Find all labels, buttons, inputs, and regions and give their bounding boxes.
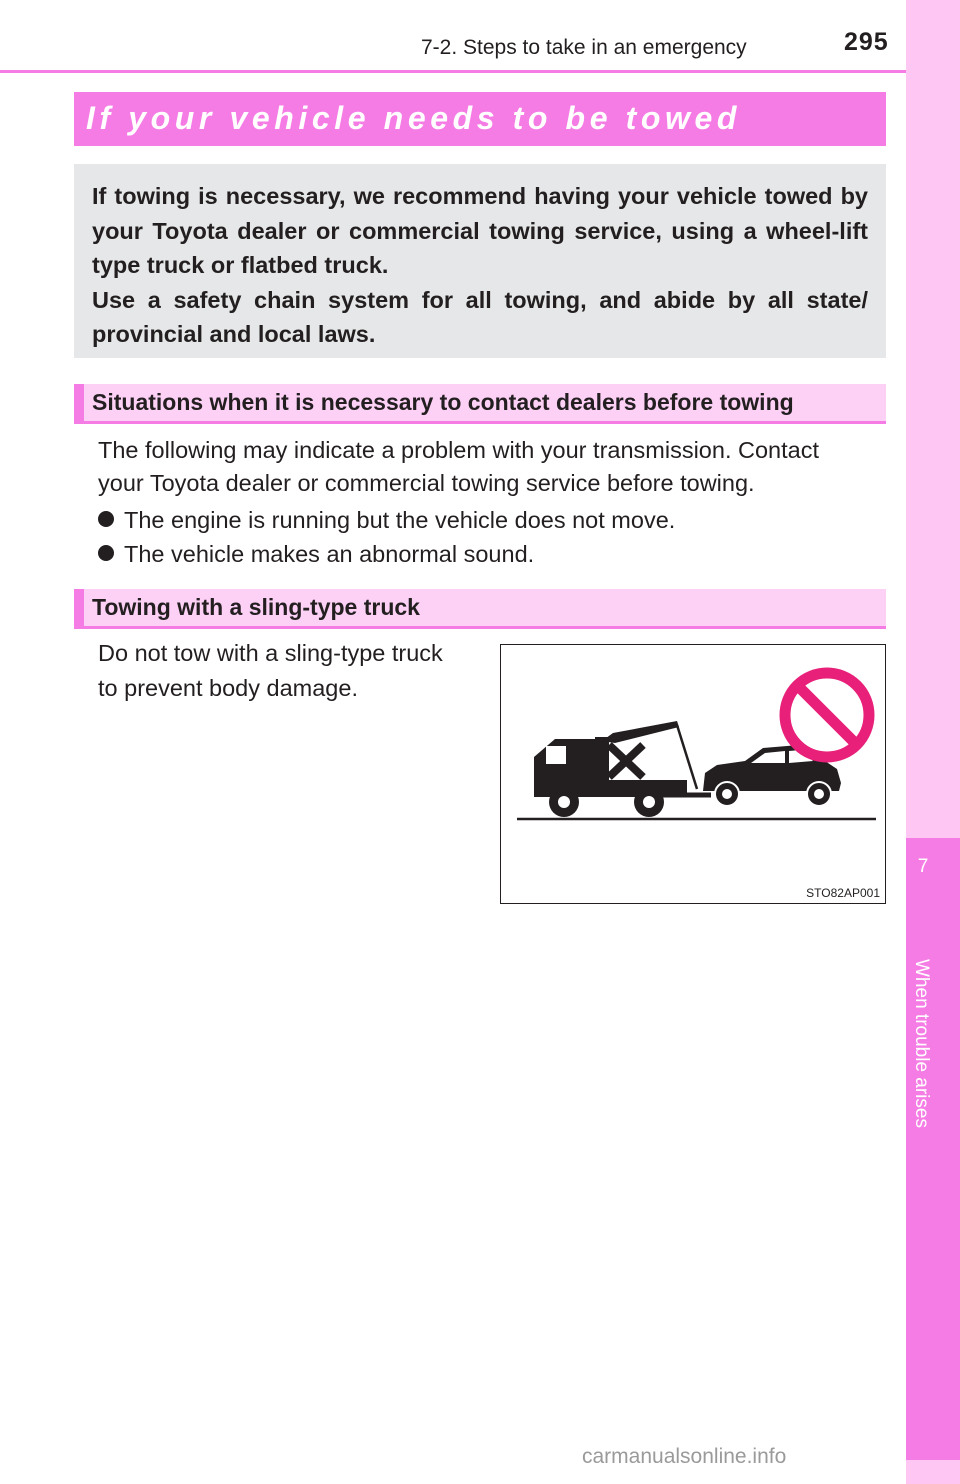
chapter-number: 7 — [917, 856, 929, 877]
list-item-text: The vehicle makes an abnormal sound. — [124, 541, 535, 567]
intro-paragraph-2: Use a safety chain system for all towing, and abide by all state/ provincial and local laws. — [92, 286, 868, 347]
figure-code: STO82AP001 — [806, 886, 880, 900]
page-number: 295 — [844, 28, 889, 56]
wheel-hub-icon — [722, 789, 732, 799]
bullet-icon — [98, 545, 114, 561]
bullet-icon — [98, 511, 114, 527]
section-heading-text: Situations when it is necessary to contact dealers before towing — [92, 389, 794, 415]
sling-truck-towing-figure — [501, 645, 887, 905]
section-heading-sling-truck — [74, 589, 886, 629]
page-title-bar — [74, 92, 886, 146]
list-item — [98, 505, 675, 535]
section1-text-line-1: The following may indicate a problem with your transmission. Contact — [98, 437, 819, 463]
list-item-text: The engine is running but the vehicle does not move. — [124, 507, 676, 533]
wheel-hub-icon — [814, 789, 824, 799]
watermark: carmanualsonline.info — [582, 1445, 787, 1468]
section2-text-line-1: Do not tow with a sling-type truck — [98, 640, 443, 666]
section-heading-contact-dealers — [74, 384, 886, 424]
intro-paragraph-1: If towing is necessary, we recommend having your vehicle towed by your Toyota dealer or commercial towing service, using a wheel-lift type truck or flatbed truck. — [92, 183, 868, 278]
towing-illustration — [500, 644, 886, 904]
section1-text-line-2: your Toyota dealer or commercial towing service before towing. — [98, 470, 755, 496]
sling-cable-icon — [677, 725, 697, 789]
section2-text-line-2: to prevent body damage. — [98, 675, 358, 701]
prohibition-slash-icon — [799, 687, 855, 743]
chapter-label: When trouble arises — [911, 959, 932, 1128]
section-reference: 7-2. Steps to take in an emergency — [421, 36, 747, 59]
list-item — [98, 539, 534, 569]
truck-boom-arm-icon — [602, 721, 679, 743]
header-divider — [0, 70, 906, 73]
wheel-hub-icon — [558, 796, 570, 808]
wheel-hub-icon — [643, 796, 655, 808]
page-title: If your vehicle needs to be towed — [86, 100, 742, 136]
intro-box — [74, 164, 886, 358]
chapter-tab-active[interactable] — [906, 838, 960, 1460]
truck-window-icon — [546, 746, 566, 764]
section-heading-text: Towing with a sling-type truck — [92, 594, 420, 620]
